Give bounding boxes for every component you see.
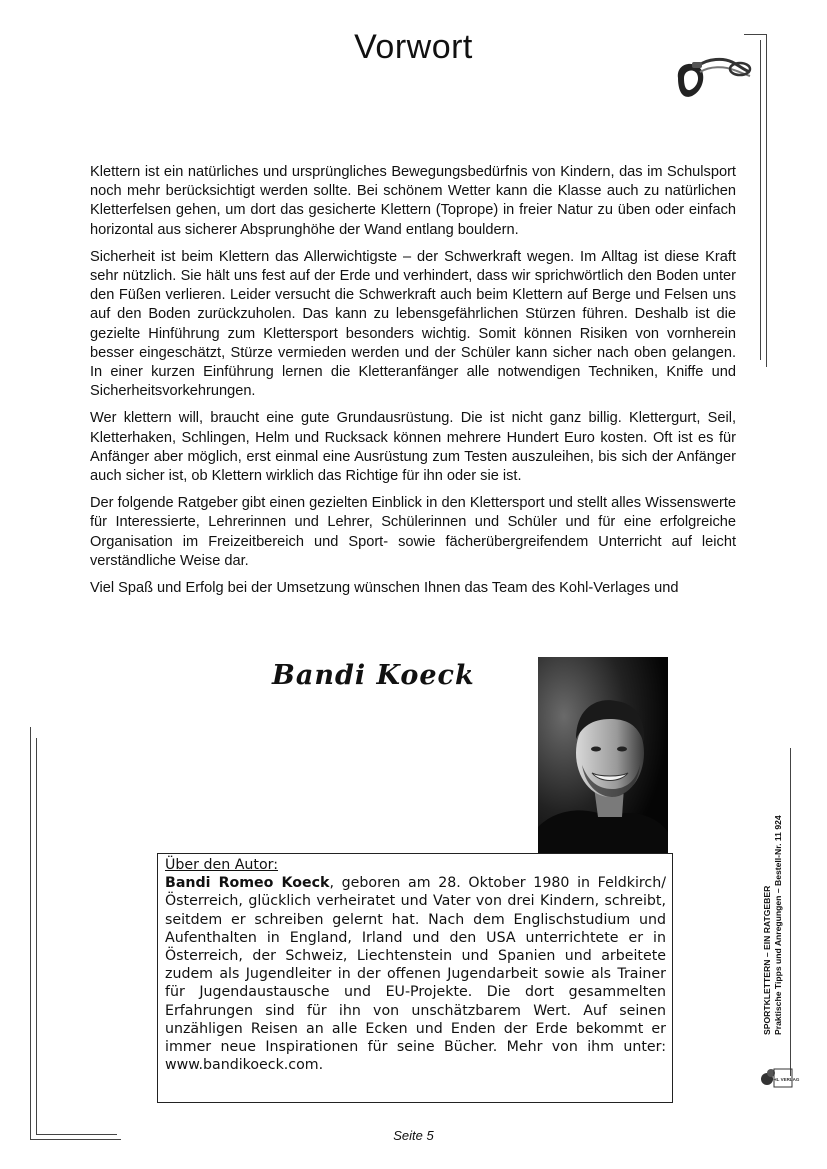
publisher-logo-icon (760, 1065, 800, 1091)
decorative-frame-inner-bottom-left (36, 738, 117, 1135)
author-photo (538, 657, 668, 855)
logo-text: KOHL VERLAG (766, 1077, 800, 1082)
page-title: Vorwort (354, 28, 473, 66)
paragraph: Wer klettern will, braucht eine gute Grundausrüstung. Die ist nicht ganz billig. Klettergurt, Seil, Kletterhaken, Schlingen, Helm und Rucksack können mehrere Hundert Euro kosten. Oft ist es für Anfänger aber möglich, erst einmal eine Ausrüstung zum Testen auszuleihen, bis sich der Anfänger auch sicher ist, ob Klettern wirklich das Richtige für ihn oder sie ist. (90, 410, 736, 485)
sidebar-text (762, 748, 783, 1093)
bio-heading: Über den Autor: (165, 857, 279, 873)
author-signature: Bandi Koeck (272, 660, 475, 691)
sidebar-title: SPORTKLETTERN – EIN RATGEBER (762, 885, 772, 1035)
paragraph: Klettern ist ein natürliches und ursprüngliches Bewegungsbedürfnis von Kindern, das im Schulsport noch mehr berücksichtigt werden sollte. Bei schönem Wetter kann die Klasse auch zu natürlichen Kletterfelsen gehen, um dort das gesicherte Klettern (Toprope) in freier Natur zu üben oder einfach horizontal aus sicherer Absprunghöhe der Wand entlang bouldern. (90, 164, 736, 238)
bio-body: , geboren am 28. Oktober 1980 in Feldkirch/Österreich, glücklich verheiratet und Vater von drei Kindern, schreibt, seitdem er schreiben gelernt hat. Nach dem Englischstudium und Aufenthalten in England, Irland und den USA unterrichtete er in Österreich, der Schweiz, Liechtenstein und Spanien und arbeitete zudem als Jugendleiter in der offenen Jugendarbeit sowie als Trainer für Jugendaustausche und EU-Projekte. Die dort gesammelten Erfahrungen sind für ihn von unschätzbarem Wert. Auf seinen unzähligen Reisen an alle Ecken und Enden der Erde bekommt er immer neue Inspirationen für seine Bücher. Mehr von ihm unter: www.bandikoeck.com. (165, 875, 666, 1074)
bio-text (165, 874, 666, 1074)
paragraph: Viel Spaß und Erfolg bei der Umsetzung wünschen Ihnen das Team des Kohl-Verlages und (90, 580, 679, 597)
paragraph: Sicherheit ist beim Klettern das Allerwichtigste – der Schwerkraft wegen. Im Alltag ist diese Kraft sehr nützlich. Sie hält uns fest auf der Erde und verhindert, dass wir sprichwörtlich den Boden unter den Füßen verlieren. Leider versucht die Schwerkraft auch beim Klettern auf Berge und Felsen uns auf den Boden zurückzuholen. Das kann zu lebensgefährlichen Stürzen führen. Deshalb ist die gezielte Hinführung zum Klettersport besonders wichtig. Somit können Risiken von vornherein besser eingeschätzt, Stürze vermieden werden und der Schüler kann sicher nach oben gelangen. In einer kurzen Einführung lernen die Kletteranfänger alle notwendigen Techniken, Kniffe und Sicherheitsvorkehrungen. (90, 248, 736, 400)
author-bio-box (157, 853, 673, 1103)
bio-author-name: Bandi Romeo Koeck (165, 875, 330, 892)
paragraph: Der folgende Ratgeber gibt einen gezielten Einblick in den Klettersport und stellt alles Wissenswerte für Interessierte, Lehrerinnen und Lehrer, Schülerinnen und Schüler und für eine erfolgreiche Organisation im Freizeitbereich und Sport- sowie fächerübergreifendem Unterricht auf leicht verständliche Weise dar. (90, 495, 736, 569)
page-number: Seite 5 (393, 1128, 434, 1143)
publisher-sidebar (762, 748, 798, 1093)
sidebar-subtitle: Praktische Tipps und Anregungen – Bestell-Nr. 11 924 (772, 815, 783, 1035)
foreword-text (90, 163, 736, 606)
carabiner-icon (670, 50, 760, 104)
